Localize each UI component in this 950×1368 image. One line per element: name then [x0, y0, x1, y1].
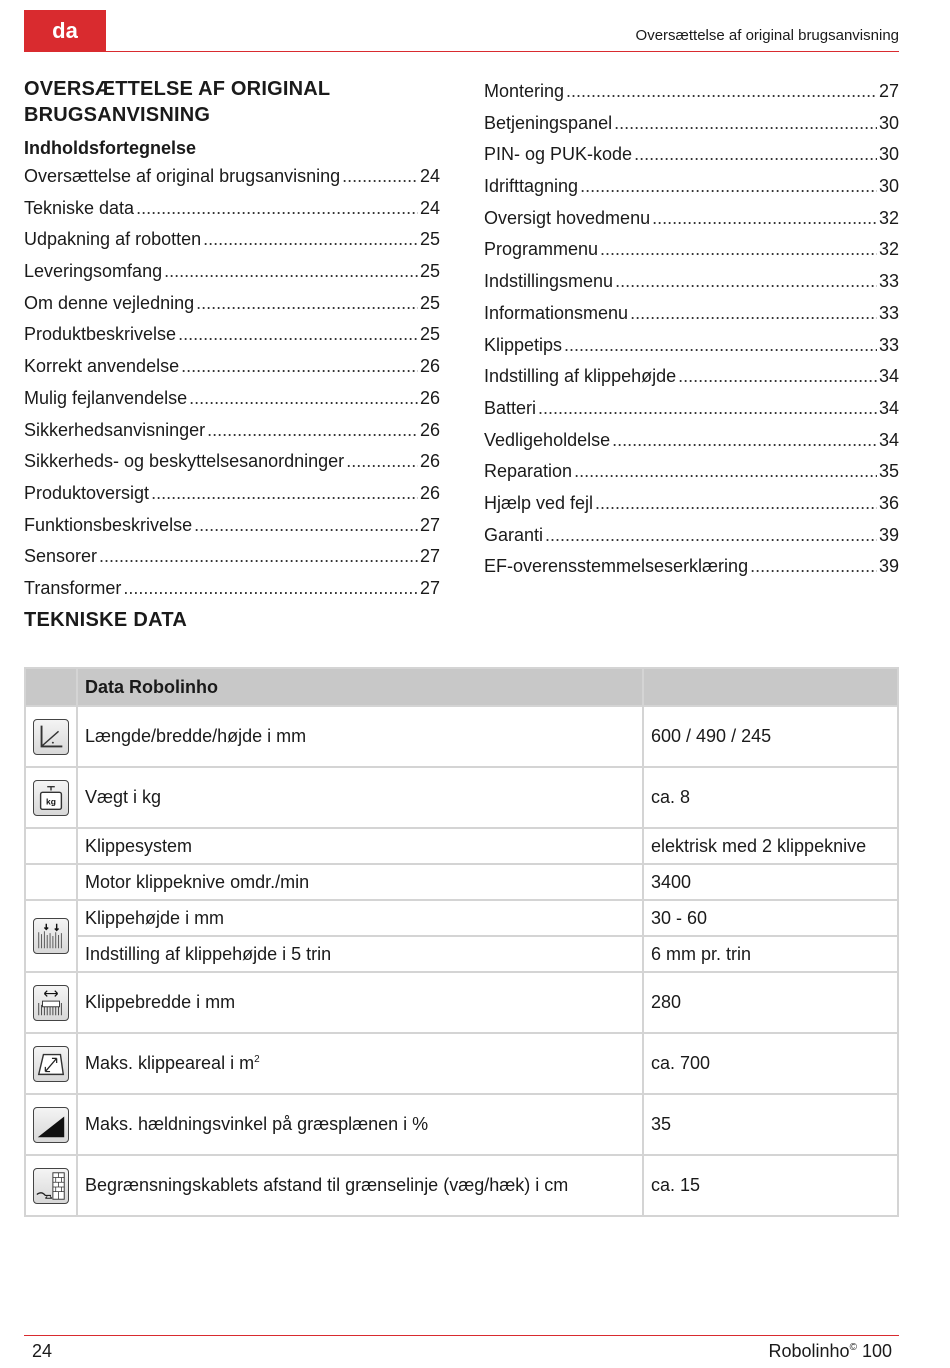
table-header-icon-cell	[25, 668, 77, 706]
product-name: Robolinho	[768, 1341, 850, 1361]
document-title-line-2: BRUGSANVISNING	[24, 104, 211, 126]
toc-dot-leader	[595, 488, 877, 520]
toc-entry-label: Transformer	[24, 577, 122, 598]
toc-entry[interactable]	[484, 361, 899, 393]
toc-entry[interactable]	[24, 510, 440, 542]
product-model: 100	[861, 1341, 892, 1361]
page-number: 24	[32, 1341, 53, 1361]
toc-dot-leader	[574, 456, 877, 488]
toc-entry[interactable]	[24, 383, 440, 415]
toc-entry-page: 25	[419, 292, 440, 313]
weight-kg-icon-text: kg	[46, 796, 56, 807]
section-title-tekniske-data: TEKNISKE DATA	[24, 608, 188, 631]
toc-dot-leader	[151, 478, 418, 510]
toc-entry[interactable]	[24, 288, 440, 320]
toc-entry[interactable]	[24, 224, 440, 256]
row-value: 600 / 490 / 245	[643, 706, 898, 767]
toc-entry-label: Programmenu	[484, 239, 599, 260]
row-label: Klippesystem	[77, 828, 643, 864]
toc-entry-page: 26	[419, 419, 440, 440]
toc-entry-page: 34	[878, 397, 899, 418]
toc-entry-page: 26	[419, 482, 440, 503]
toc-entry-page: 26	[419, 387, 440, 408]
toc-entry[interactable]	[484, 266, 899, 298]
toc-entry-label: Sikkerhedsanvisninger	[24, 419, 206, 440]
toc-entry[interactable]	[24, 541, 440, 573]
row-label: Motor klippeknive omdr./min	[77, 864, 643, 900]
toc-dot-leader	[538, 393, 877, 425]
toc-entry-page: 34	[878, 429, 899, 450]
toc-entry-label: Oversættelse af original brugsanvisning	[24, 166, 341, 186]
toc-entry-label: Tekniske data	[24, 197, 135, 218]
cutting-height-icon	[33, 918, 69, 954]
table-header-value	[643, 668, 898, 706]
toc-entry[interactable]	[24, 573, 440, 605]
row-label: Klippebredde i mm	[77, 972, 643, 1033]
toc-dot-leader	[564, 330, 877, 362]
toc-entry-label: EF-overensstemmelseserklæring	[484, 556, 749, 577]
toc-entry-label: Indstilling af klippehøjde	[484, 366, 677, 387]
copyright-mark: ©	[849, 1342, 857, 1353]
table-row	[25, 972, 898, 1033]
row-label: Vægt i kg	[77, 767, 643, 828]
toc-entry-label: Betjeningspanel	[484, 112, 613, 133]
lawn-area-icon	[33, 1046, 69, 1082]
toc-dot-leader	[652, 203, 877, 235]
table-header-label: Data Robolinho	[77, 668, 643, 706]
cutting-width-icon	[33, 985, 69, 1021]
toc-dot-leader	[678, 361, 877, 393]
document-title-line-1: OVERSÆTTELSE AF ORIGINAL	[24, 78, 331, 100]
toc-entry-label: Funktionsbeskrivelse	[24, 514, 193, 535]
toc-entry-label: PIN- og PUK-kode	[484, 144, 633, 165]
toc-entry-page: 34	[878, 366, 899, 387]
toc-entry-page: 24	[419, 166, 440, 186]
row-value: elektrisk med 2 klippeknive	[643, 828, 898, 864]
toc-right-column	[484, 76, 899, 583]
toc-dot-leader	[566, 76, 877, 108]
toc-entry-label: Leveringsomfang	[24, 261, 163, 282]
toc-dot-leader	[342, 161, 418, 193]
toc-entry-page: 33	[878, 334, 899, 355]
row-label: Maks. hældningsvinkel på græsplænen i %	[77, 1094, 643, 1155]
toc-entry[interactable]	[24, 161, 440, 193]
toc-entry-page: 27	[419, 577, 440, 598]
toc-dot-leader	[181, 351, 418, 383]
toc-entry-page: 26	[419, 451, 440, 472]
toc-dot-leader	[750, 551, 877, 583]
toc-entry-label: Informationsmenu	[484, 302, 629, 323]
toc-entry-label: Oversigt hovedmenu	[484, 207, 651, 228]
toc-entry-page: 27	[419, 546, 440, 567]
toc-dot-leader	[178, 319, 418, 351]
toc-heading: Indholdsfortegnelse	[24, 138, 197, 158]
toc-dot-leader	[123, 573, 418, 605]
toc-entry-page: 35	[878, 461, 899, 482]
toc-entry-label: Batteri	[484, 397, 537, 418]
toc-entry-label: Indstillingsmenu	[484, 271, 614, 292]
toc-entry-page: 24	[419, 197, 440, 218]
toc-entry-label: Vedligeholdelse	[484, 429, 611, 450]
running-title: Oversættelse af original brugsanvisning	[635, 27, 899, 44]
toc-entry-label: Garanti	[484, 524, 544, 545]
toc-entry-page: 27	[878, 81, 899, 101]
toc-entry[interactable]	[484, 234, 899, 266]
table-header-row	[25, 668, 898, 706]
toc-entry-page: 32	[878, 207, 899, 228]
toc-entry[interactable]	[24, 415, 440, 447]
weight-kg-icon	[33, 780, 69, 816]
toc-entry-label: Montering	[484, 81, 565, 101]
toc-entry-label: Produktoversigt	[24, 482, 150, 503]
table-row	[25, 1155, 898, 1216]
header-rule	[106, 51, 899, 52]
row-label: Længde/bredde/højde i mm	[77, 706, 643, 767]
toc-entry[interactable]	[484, 425, 899, 457]
toc-entry[interactable]	[484, 520, 899, 552]
row-value: 35	[643, 1094, 898, 1155]
toc-entry-page: 25	[419, 229, 440, 250]
toc-dot-leader	[196, 288, 418, 320]
toc-entry-label: Sikkerheds- og beskyttelsesanordninger	[24, 451, 345, 472]
toc-entry-label: Reparation	[484, 461, 573, 482]
toc-right-list	[484, 76, 899, 583]
toc-dot-leader	[136, 193, 418, 225]
row-value: 6 mm pr. trin	[643, 936, 898, 972]
row-label-superscript: 2	[254, 1054, 260, 1065]
row-label	[77, 1033, 643, 1094]
toc-dot-leader	[615, 266, 877, 298]
table-row	[25, 706, 898, 767]
toc-entry-label: Klippetips	[484, 334, 563, 355]
toc-entry-page: 32	[878, 239, 899, 260]
table-row	[25, 1033, 898, 1094]
table-row	[25, 1094, 898, 1155]
toc-entry[interactable]	[24, 319, 440, 351]
toc-entry-label: Korrekt anvendelse	[24, 356, 180, 377]
toc-entry[interactable]	[24, 446, 440, 478]
toc-entry[interactable]	[484, 456, 899, 488]
toc-dot-leader	[346, 446, 418, 478]
toc-entry[interactable]	[484, 330, 899, 362]
toc-entry-label: Produktbeskrivelse	[24, 324, 177, 345]
table-row	[25, 900, 898, 936]
row-label: Begrænsningskablets afstand til grænselinje (væg/hæk) i cm	[77, 1155, 643, 1216]
boundary-wire-distance-icon	[33, 1168, 69, 1204]
toc-entry-label: Om denne vejledning	[24, 292, 195, 313]
row-value: ca. 15	[643, 1155, 898, 1216]
row-label: Indstilling af klippehøjde i 5 trin	[77, 936, 643, 972]
toc-entry-page: 25	[419, 261, 440, 282]
row-value: 3400	[643, 864, 898, 900]
toc-entry-page: 25	[419, 324, 440, 345]
toc-entry[interactable]	[484, 298, 899, 330]
toc-entry[interactable]	[24, 256, 440, 288]
slope-icon	[33, 1107, 69, 1143]
footer-product-name	[769, 1341, 893, 1362]
toc-entry-label: Idrifttagning	[484, 176, 579, 197]
toc-entry[interactable]	[484, 76, 899, 108]
row-value: 280	[643, 972, 898, 1033]
row-value: ca. 700	[643, 1033, 898, 1094]
toc-dot-leader	[203, 224, 418, 256]
toc-left-list	[24, 161, 440, 605]
toc-entry-page: 36	[878, 492, 899, 513]
toc-dot-leader	[545, 520, 877, 552]
toc-entry[interactable]	[24, 478, 440, 510]
toc-dot-leader	[189, 383, 418, 415]
toc-entry-page: 26	[419, 356, 440, 377]
table-row	[25, 828, 898, 864]
row-label-text: Maks. klippeareal i m	[85, 1053, 255, 1073]
toc-entry-page: 30	[878, 144, 899, 165]
toc-entry-label: Sensorer	[24, 546, 98, 567]
toc-entry-page: 30	[878, 176, 899, 197]
toc-entry-page: 27	[419, 514, 440, 535]
toc-dot-leader	[600, 234, 877, 266]
toc-entry-label: Udpakning af robotten	[24, 229, 202, 250]
footer-rule	[24, 1335, 899, 1336]
toc-dot-leader	[207, 415, 418, 447]
toc-entry-label: Hjælp ved fejl	[484, 492, 594, 513]
toc-entry-page: 39	[878, 556, 899, 577]
toc-dot-leader	[164, 256, 418, 288]
toc-entry[interactable]	[484, 551, 899, 583]
toc-dot-leader	[614, 108, 877, 140]
table-row	[25, 864, 898, 900]
toc-dot-leader	[194, 510, 418, 542]
row-label: Klippehøjde i mm	[77, 900, 643, 936]
document-title	[24, 76, 440, 128]
toc-dot-leader	[612, 425, 877, 457]
toc-entry[interactable]	[484, 108, 899, 140]
toc-entry[interactable]	[484, 488, 899, 520]
toc-entry-page: 33	[878, 302, 899, 323]
toc-entry-page: 33	[878, 271, 899, 292]
toc-entry[interactable]	[484, 203, 899, 235]
toc-entry[interactable]	[484, 393, 899, 425]
toc-entry[interactable]	[24, 351, 440, 383]
toc-entry-label: Mulig fejlanvendelse	[24, 387, 188, 408]
toc-dot-leader	[99, 541, 418, 573]
row-value: 30 - 60	[643, 900, 898, 936]
toc-dot-leader	[580, 171, 877, 203]
table-row	[25, 767, 898, 828]
toc-left-column	[24, 76, 440, 632]
table-row	[25, 936, 898, 972]
row-value: ca. 8	[643, 767, 898, 828]
dimensions-icon	[33, 719, 69, 755]
language-tab: da	[24, 10, 106, 52]
toc-entry[interactable]	[24, 193, 440, 225]
technical-data-table	[24, 667, 899, 1217]
toc-dot-leader	[630, 298, 877, 330]
toc-entry-page: 39	[878, 524, 899, 545]
toc-entry-page: 30	[878, 112, 899, 133]
toc-entry[interactable]	[484, 139, 899, 171]
toc-dot-leader	[634, 139, 877, 171]
toc-entry[interactable]	[484, 171, 899, 203]
